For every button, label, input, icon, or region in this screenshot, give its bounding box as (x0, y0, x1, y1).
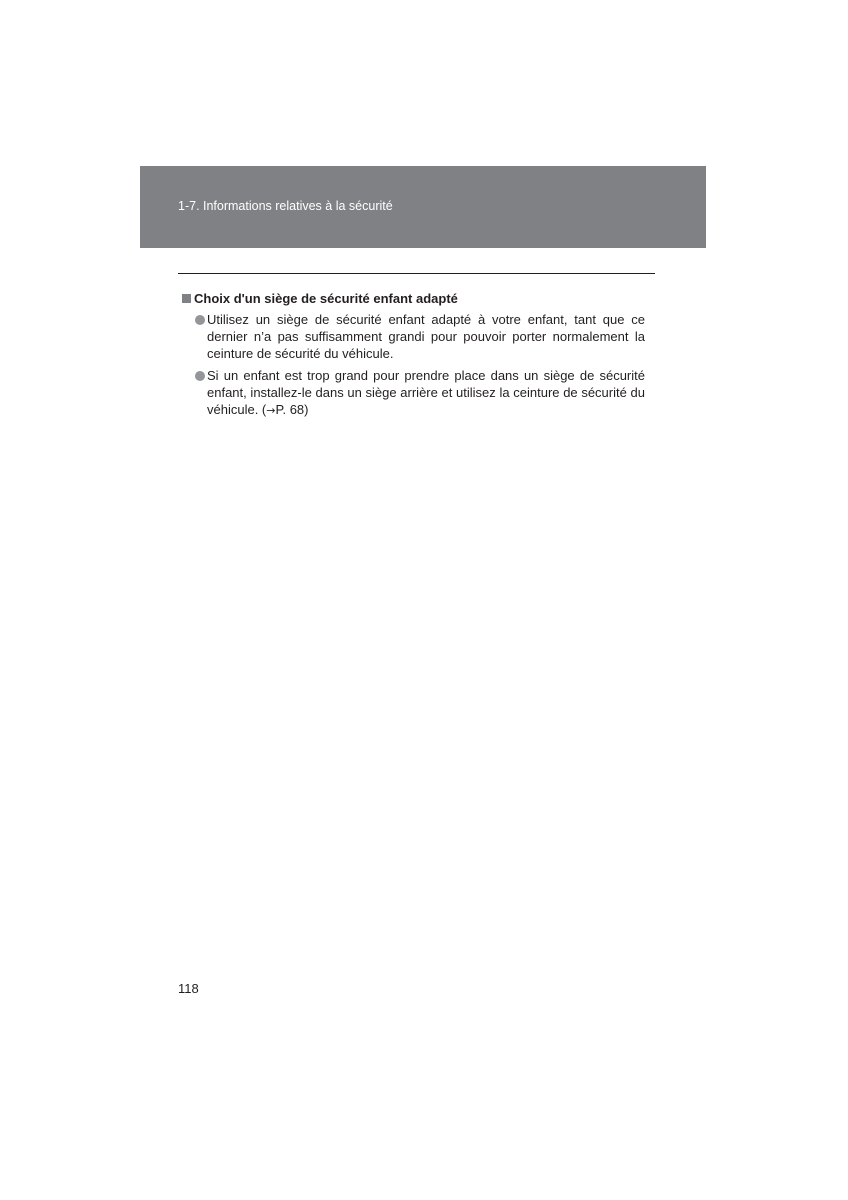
list-item (181, 367, 645, 419)
bullet-list (181, 311, 645, 419)
list-item-text: Si un enfant est trop grand pour prendre place dans un siège de sécurité enfant, installez-le dans un siège arrière et utilisez la ceinture de sécurité du véhicule. ( (207, 368, 645, 417)
reference-close: ) (304, 402, 309, 417)
section-heading-text: Choix d'un siège de sécurité enfant adapté (194, 291, 458, 306)
list-item (181, 311, 645, 362)
page-number: 118 (178, 981, 199, 996)
divider-rule (178, 273, 655, 274)
page-reference-link[interactable]: P. 68 (275, 402, 305, 417)
circle-bullet-icon (195, 371, 205, 381)
square-bullet-icon (182, 294, 191, 303)
content-section (181, 290, 645, 424)
section-title: 1-7. Informations relatives à la sécurité (178, 199, 393, 213)
list-item-text: Utilisez un siège de sécurité enfant adapté à votre enfant, tant que ce dernier n’a pas suffisamment grandi pour pouvoir porter normalement la ceinture de sécurité du véhicule. (207, 312, 645, 361)
arrow-right-icon: → (266, 404, 276, 417)
section-heading (181, 290, 645, 307)
chapter-header-band (140, 166, 706, 248)
circle-bullet-icon (195, 315, 205, 325)
